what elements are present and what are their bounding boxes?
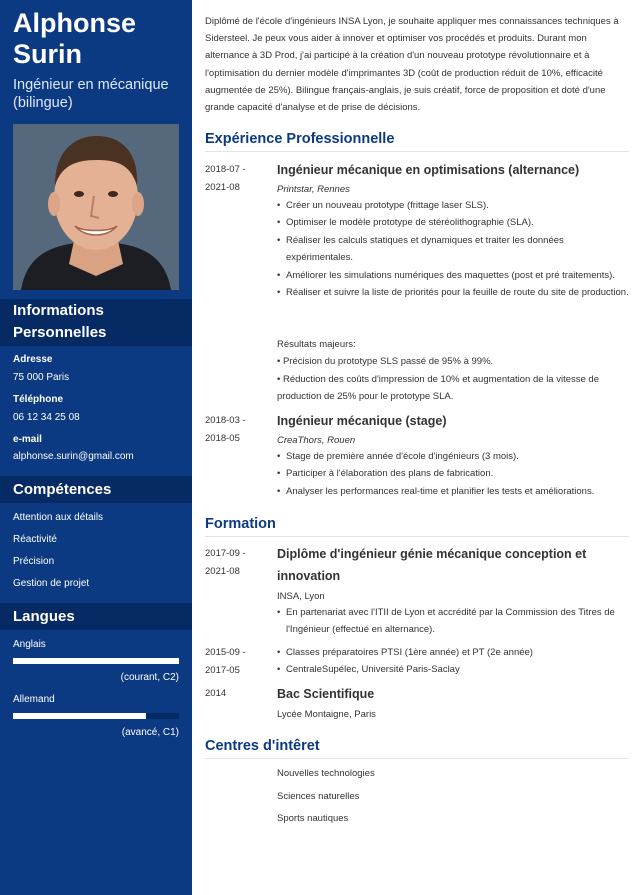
job-title: Ingénieur en mécanique (bilingue) xyxy=(13,77,169,111)
language-name: Allemand xyxy=(13,694,55,705)
candidate-name: Alphonse Surin xyxy=(13,8,137,69)
result-item: • Précision du prototype SLS passé de 95% à 99%. xyxy=(277,356,494,368)
personal-info-heading: Informations Personnelles xyxy=(0,299,192,346)
education-heading: Formation xyxy=(205,516,629,537)
language-level-bar xyxy=(13,658,179,664)
skill-item: Attention aux détails xyxy=(13,512,104,523)
interests-heading: Centres d'intêret xyxy=(205,738,629,759)
entry-bullets xyxy=(277,448,629,500)
language-level-fill xyxy=(13,713,146,719)
list-item: • CentraleSupélec, Université Paris-Saclay xyxy=(277,661,629,678)
entry-date: 2015-09 - 2017-05 xyxy=(205,647,246,676)
entry-title: Bac Scientifique xyxy=(277,687,375,701)
interest-item: Sports nautiques xyxy=(277,813,349,824)
phone-label: Téléphone xyxy=(13,394,64,405)
language-name: Anglais xyxy=(13,639,46,650)
languages-heading: Langues xyxy=(0,603,192,630)
interest-item: Sciences naturelles xyxy=(277,791,360,802)
entry-school: Lycée Montaigne, Paris xyxy=(277,709,376,720)
language-level-bar xyxy=(13,713,179,719)
entry-date: 2018-03 - 2018-05 xyxy=(205,415,246,444)
list-item: • Optimiser le modèle prototype de stéréolithographie (SLA). xyxy=(277,214,629,231)
list-item: • Stage de première année d'école d'ingénieurs (3 mois). xyxy=(277,448,629,465)
email-value: alphonse.surin@gmail.com xyxy=(13,451,134,462)
language-level-label: (courant, C2) xyxy=(120,672,179,683)
sidebar xyxy=(0,0,192,895)
experience-heading: Expérience Professionnelle xyxy=(205,131,629,152)
entry-bullets xyxy=(277,604,629,639)
skill-item: Réactivité xyxy=(13,534,57,545)
entry-bullets xyxy=(277,644,629,679)
list-item: • Réaliser les calculs statiques et dynamiques et traiter les données expérimentales. xyxy=(277,232,629,267)
list-item: • Classes préparatoires PTSI (1ère année) et PT (2e année) xyxy=(277,644,629,661)
list-item: • Créer un nouveau prototype (frittage laser SLS). xyxy=(277,197,629,214)
entry-school: INSA, Lyon xyxy=(277,591,325,602)
portrait-illustration xyxy=(13,124,179,290)
entry-date: 2017-09 - 2021-08 xyxy=(205,548,246,577)
skills-heading: Compétences xyxy=(0,476,192,503)
list-item: • Réaliser et suivre la liste de priorités pour la feuille de route du site de production. xyxy=(277,284,629,301)
list-item: • Améliorer les simulations numériques des maquettes (post et pré traitements). xyxy=(277,267,629,284)
result-item: • Réduction des coûts d'impression de 10% et augmentation de la vitesse de production de 25% pour le prototype SLA. xyxy=(277,373,599,403)
entry-title: Ingénieur mécanique en optimisations (alternance) xyxy=(277,163,580,177)
entry-company: Printstar, Rennes xyxy=(277,184,350,195)
language-level-fill xyxy=(13,658,179,664)
phone-value: 06 12 34 25 08 xyxy=(13,412,80,423)
skill-item: Gestion de projet xyxy=(13,578,90,589)
list-item: • En partenariat avec l'ITII de Lyon et accrédité par la Commission des Titres de l'Ingénieur (effectué en alternance). xyxy=(277,604,629,639)
entry-date: 2014 xyxy=(205,688,227,699)
results-block xyxy=(277,336,629,406)
list-item: • Analyser les performances real-time et planifier les tests et améliorations. xyxy=(277,483,629,500)
entry-date: 2018-07 - 2021-08 xyxy=(205,164,246,193)
entry-title: Ingénieur mécanique (stage) xyxy=(277,414,447,428)
address-label: Adresse xyxy=(13,354,53,365)
list-item: • Participer à l'élaboration des plans de fabrication. xyxy=(277,465,629,482)
results-heading: Résultats majeurs: xyxy=(277,339,356,350)
email-label: e-mail xyxy=(13,434,42,445)
entry-title: Diplôme d'ingénieur génie mécanique conception et innovation xyxy=(277,547,587,583)
profile-summary: Diplômé de l'école d'ingénieurs INSA Lyon, je souhaite appliquer mes connaissances techniques à Sidersteel. Je peux vous aider à innover et optimiser vos procédés et produits. Durant mon alternance à 3D Prod, j'ai participé à la création d'un nouveau prototype révolutionnaire et à l'optimisation du dernier modèle d'imprimantes 3D (coût de production réduit de 10%, efficacité augmentée de 25%). Bilingue français-anglais, je suis créatif, force de proposition et doté d'une grande capacité d'analyse et de prise de décisions. xyxy=(205,16,619,114)
profile-photo xyxy=(13,124,179,290)
skill-item: Précision xyxy=(13,556,55,567)
interest-item: Nouvelles technologies xyxy=(277,768,375,779)
language-level-label: (avancé, C1) xyxy=(121,727,179,738)
entry-company: CreaThors, Rouen xyxy=(277,435,356,446)
address-value: 75 000 Paris xyxy=(13,372,70,383)
entry-bullets xyxy=(277,197,629,301)
